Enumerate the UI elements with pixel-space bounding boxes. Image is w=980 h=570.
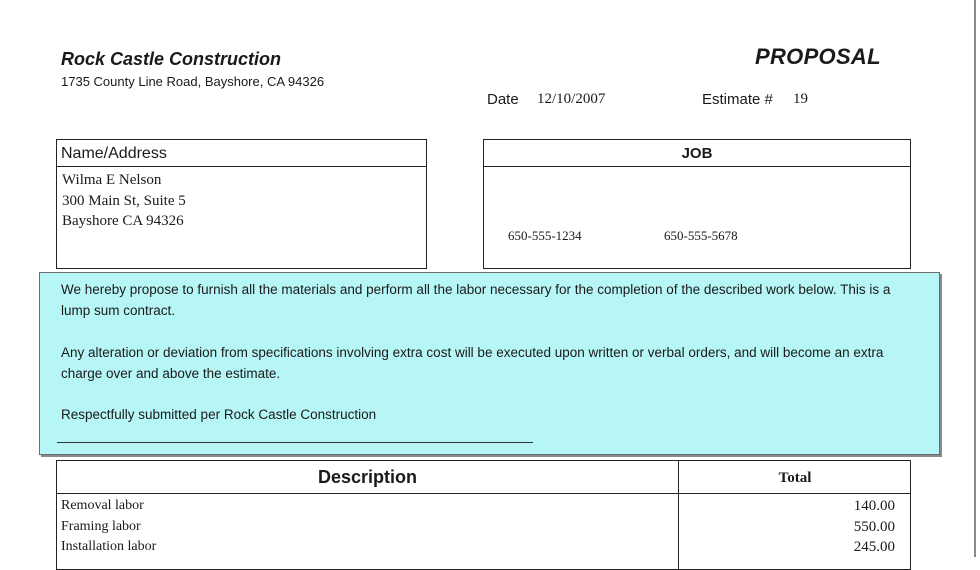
terms-paragraph-2: Any alteration or deviation from specifications involving extra cost will be executed upon written or verbal orders, and will become an extra charge over and above the estimate. [61, 345, 884, 381]
row-description: Framing labor [61, 518, 141, 534]
name-address-lines [57, 167, 426, 232]
line-items-body [57, 494, 910, 560]
row-total: 140.00 [853, 498, 895, 514]
row-total: 550.00 [853, 518, 895, 535]
name-address-header: Name/Address [57, 140, 426, 167]
terms-paragraph-3: Respectfully submitted per Rock Castle Construction [61, 407, 377, 422]
row-total: 245.00 [853, 539, 895, 555]
line-items-table [56, 460, 911, 570]
table-row [57, 539, 910, 560]
line-items-header [57, 461, 910, 494]
customer-name: Wilma E Nelson [62, 172, 162, 188]
signature-line [57, 442, 533, 443]
estimate-label: Estimate # [702, 91, 773, 108]
job-box [483, 139, 911, 269]
name-address-box [56, 139, 427, 269]
company-name: Rock Castle Construction [61, 49, 282, 69]
terms-text-box[interactable] [39, 272, 940, 455]
row-description: Installation labor [61, 539, 157, 554]
page-edge [974, 0, 976, 557]
description-header: Description [317, 467, 418, 487]
table-row [57, 498, 910, 519]
job-header: JOB [484, 140, 910, 167]
estimate-value: 19 [793, 91, 808, 107]
date-label: Date [487, 91, 519, 108]
document-title: PROPOSAL [755, 44, 881, 69]
job-phone-2: 650-555-5678 [664, 228, 738, 243]
customer-city: Bayshore CA 94326 [62, 213, 184, 229]
date-value: 12/10/2007 [537, 91, 606, 107]
table-row [57, 519, 910, 540]
customer-street: 300 Main St, Suite 5 [62, 192, 186, 209]
job-phone-1: 650-555-1234 [508, 228, 582, 243]
company-address: 1735 County Line Road, Bayshore, CA 94326 [61, 74, 325, 89]
row-description: Removal labor [61, 498, 144, 513]
total-header: Total [778, 470, 812, 486]
terms-paragraph-1: We hereby propose to furnish all the materials and perform all the labor necessary for the completion of the described work below. This is a lump sum contract. [61, 282, 891, 318]
